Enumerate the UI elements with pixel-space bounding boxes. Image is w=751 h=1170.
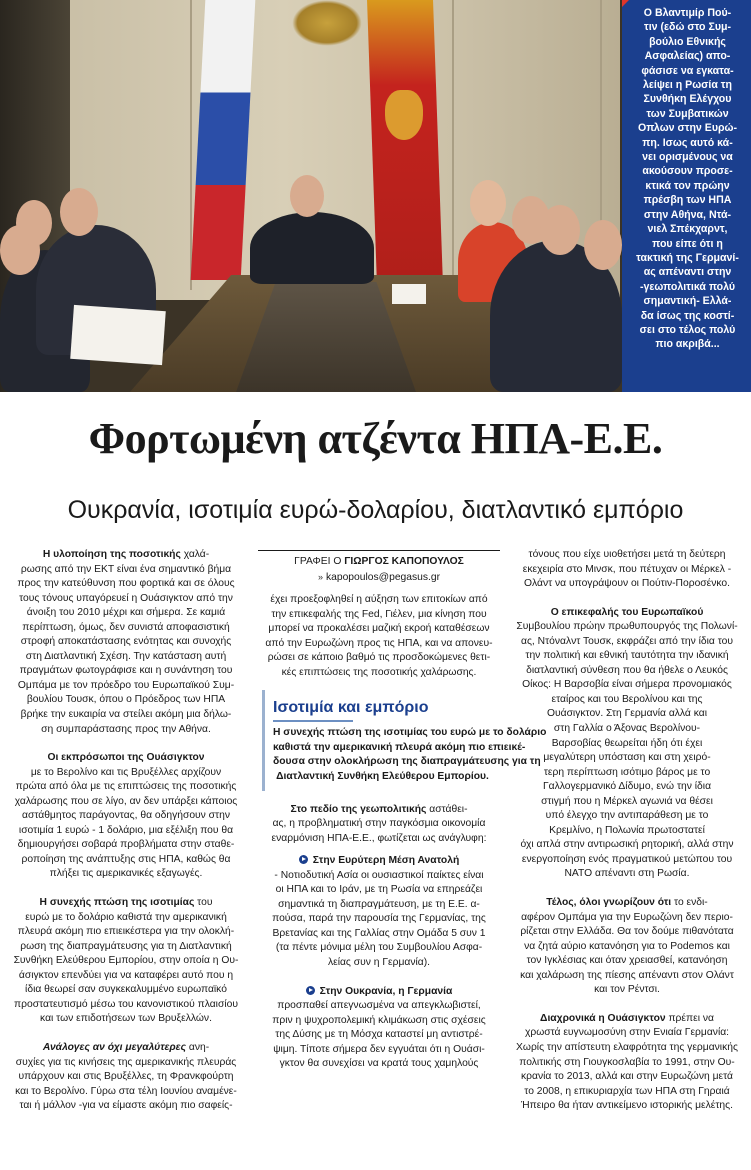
paragraph-line: (τα πέντε μόνιμα μέλη του Συμβουλίου Ασφα- [275,942,483,954]
author-email-text[interactable]: kapopoulos@pegasus.gr [325,571,441,583]
pull-quote-line: Διατλαντική Συνθήκη Ελεύθερου Εμπορίου. [276,771,489,783]
pull-quote-line: καθιστά την αμερικανική πλευρά ακόμη πιο επιεικέ- [273,741,526,753]
paragraph-line: οι ΗΠΑ και το Ιράν, με τη Ρωσία να επηρεάζει [275,884,483,896]
paragraph-line: Κρεμλίνο, η Πολωνία πρωτοστατεί [549,824,705,836]
paragraph-line: κές επιπτώσεις της ποσοτικής χαλάρωσης. [281,666,477,678]
paragraph-line: το 2008, η επικυριαρχία των ΗΠΑ στη Γηραιά [524,1085,730,1097]
paragraph-line: Ολάντ να υπογράψουν οι Πούτιν-Ποροσένκο. [523,578,731,590]
lead-in-rest: ανη- [186,1041,210,1053]
paragraph-line: ΝΑΤΟ απέναντι στη Ρωσία. [564,868,690,880]
paragraph-line: πολιτικής στη Γιουγκοσλαβία το 1991, στην Ου- [519,1056,735,1068]
caption-line: πιο ακριβά... [655,338,720,351]
paragraph-line: να ζητά αύριο κατανόηση για το Podemos και [524,940,730,952]
person-head [470,180,506,226]
pull-quote-box [262,690,547,790]
paragraph-line: ισοτιμία 1 ευρώ - 1 δολάριο, μια εξέλιξη που θα [18,824,234,836]
paragraph-line: την επικεφαλής της Fed, Γιέλεν, μια κίνηση που [271,608,487,620]
paragraph-line: Ουάσιγκτον. Στη Γερμανία αλλά και [546,708,707,720]
pull-quote-rule [273,720,353,722]
bullet-arrow-icon [299,855,308,864]
paragraph-2 [258,817,500,846]
caption-line: δα ίσως της κοστί- [640,309,735,322]
paragraph-4 [8,1056,244,1114]
paragraph-line: Ομπάμα με τον πρόεδρο του Ευρωπαϊκού Συμ- [17,679,235,691]
lead-in: Ο επικεφαλής του Ευρωπαϊκού [550,606,704,618]
person-center [250,212,374,284]
pull-quote-line: Η συνεχής πτώση της ισοτιμίας του ευρώ με το δολάριο [273,727,547,739]
paragraph-line: προς την κατεύθυνση που φορτικά και σε όλους [17,578,235,590]
lead-in: Οι εκπρόσωποι της Ουάσιγκτον [47,752,205,764]
paragraph-line: χρωστά ευγνωμοσύνη στην Ενιαία Γερμανία: [524,1027,730,1039]
paragraph-line: ενεργοποίηση ενός πραγματικού μετώπου του [521,853,733,865]
lead-in: Στην Ευρύτερη Μέση Ανατολή [312,855,460,867]
paragraph-1 [258,593,500,680]
paragraph-line: λείας συν η Γερμανία). [327,957,431,969]
paragraph-line: ρίζεται στην Ελλάδα. Θα τον δούμε πιθανότατα [520,926,734,938]
paragraph-line [8,1041,244,1056]
paragraph-gap [8,1027,244,1041]
paragraph-line: την πολιτική και εθνική ταυτότητα την ιδανική [525,650,729,662]
wall-panel [452,0,454,290]
paragraph-gap [510,882,744,896]
paragraph-line: πρώτα από όλα με τις επιπτώσεις της ποσοτικής [15,781,237,793]
paragraph-4 [510,1026,744,1113]
subheadline: Ουκρανία, ισοτιμία ευρώ-δολαρίου, διατλαντικό εμπόριο [67,496,684,524]
bullet-lead-in [258,854,500,869]
lead-in: Η υλοποίηση της ποσοτικής [42,549,181,560]
paragraph-line: στιγμή που η Μέρκελ αγωνιά να θέσει [541,795,713,807]
paragraph-line: Συμβουλίου πρώην πρωθυπουργός της Πολωνί- [516,621,738,633]
paragraph-3 [258,869,500,971]
lead-in: Ανάλογες αν όχι μεγαλύτερες [42,1041,187,1053]
coat-of-arms-icon [292,0,362,46]
lead-in: Η συνεχής πτώση της ισοτιμίας [39,897,195,909]
article-column-3 [510,548,744,1114]
caption-line: κτικά τον πρώην [645,179,730,192]
bullet-lead-in [258,985,500,1000]
caption-corner-marker [622,0,629,7]
paragraph-line: γκτον θα συνεχίσει να κρατά τους χαμηλούς [279,1058,479,1070]
paragraph-line: Χωρίς την απίστευτη ελαφρότητα της γερμανικής [516,1041,738,1053]
paragraph-line: περίπτωση, όμως, δεν συνιστά αποφασιστική [22,621,230,633]
paragraph-line: με το Βερολίνο και τις Βρυξέλλες αρχίζουν [30,766,222,778]
paragraph-3 [8,911,244,1027]
headline: Φορτωμένη ατζέντα ΗΠΑ-Ε.Ε. [88,414,663,463]
paragraph-line: κρανία το 2013, αλλά και στην Ευρωζώνη μετά [521,1071,733,1083]
caption-line: φάσισε να εγκατα- [641,64,734,77]
caption-line: ακούσουν προσε- [642,165,733,178]
paragraph-line: έχει προεξοφληθεί η αύξηση των επιτοκίων από [270,594,488,606]
paragraph-line: Συνθήκη Ελεύθερου Εμπορίου, στην οποία η Ου- [13,955,239,967]
bullet-arrow-icon [306,986,315,995]
caption-line: που είπε ότι η [652,237,723,250]
article-column-1 [8,548,244,1114]
lead-in: Τέλος, όλοι γνωρίζουν ότι [546,897,672,909]
person-head [60,188,98,236]
paragraph-line: - Νοτιοδυτική Ασία οι ουσιαστικοί παίκτες είναι [274,869,484,881]
lead-in-rest: το ενδι- [671,897,708,909]
paragraph-line: μεγαλύτερη υπόσταση και στη χειρό- [543,752,711,764]
paragraph-line: χαλάρωσης που σε λίγο, αν δεν υπάρξει κάποιος [14,795,238,807]
pull-quote-title: Ισοτιμία και εμπόριο [273,699,429,717]
paragraph-2 [510,620,744,882]
person-head [290,175,324,217]
article-column-2 [258,548,547,1072]
paragraph-line [258,803,500,818]
paragraph-1 [8,563,244,738]
byline-author: ΓΙΩΡΓΟΣ ΚΑΠΟΠΟΥΛΟΣ [344,556,464,567]
paragraph-line: ευρώ με το δολάριο καθιστά την αμερικανική [25,911,227,923]
paragraph-line: διατλαντική σύνθεση που θα ήθελε ο Λευκός [526,664,728,676]
caption-line: σημαντική- Ελλά- [643,295,732,308]
paragraph-line: υπάρχουν και στις Βρυξέλλες, τη Φρανκφούρτη [18,1071,234,1083]
caption-line: πη. Ισως αυτό κά- [642,136,733,149]
paragraph-gap [258,795,500,803]
byline-prefix: ΓΡΑΦΕΙ Ο [294,556,342,567]
paragraph-line: ροποίηση της ανάπτυξης στις ΗΠΑ, καθώς θα [21,853,231,865]
paragraph-line: σημαντικά τη διαπραγμάτευση, με τη Ε.Ε. α- [278,898,480,910]
paragraph-gap [8,737,244,751]
paragraph-line: βουλίου Τουσκ, όπου ο Πρόεδρος των ΗΠΑ [26,694,226,706]
paragraph-line: ρώσει σε κάποιο βαθμό τις προσδοκώμενες θετι- [267,652,491,664]
lead-in-rest: αστάθει- [426,803,468,815]
paragraph-line: αφέρον Ομπάμα για την Ευρωζώνη δεν περιο- [521,911,733,923]
paragraph-line: όχι απλά στην αντιρωσική ρητορική, αλλά στην [520,839,734,851]
pull-quote-text [273,726,547,784]
paragraph-line: πριν η ψυχροπολεμική κλιμάκωση στις σχέσεις [272,1014,486,1026]
paragraph-line: πλήξει τις αμερικανικές εξαγωγές. [49,868,203,880]
paragraph-gap [258,585,500,593]
paragraph-line: τον Ιγκλέσιας και όταν χρειασθεί, κατανόηση [526,955,728,967]
paragraph-line: δημιουργήσει σοβαρά προβλήματα στην σταθε- [17,839,235,851]
photo-security-council [0,0,622,392]
paragraph-line [510,1012,744,1027]
paragraph-gap [510,592,744,606]
paragraph-line: προστατευτισμό μέσω του κανονιστικού πλαισίου [14,998,238,1010]
double-chevron-icon: » [317,571,323,582]
paragraph-line: αστάθμητος παράγοντας, θα οδηγήσουν στην [22,810,230,822]
paragraph-2 [8,766,244,882]
caption-line: βούλιο Εθνικής [649,35,726,48]
paragraph-line: ψιμη. Τίποτε σήμερα δεν εγγυάται ότι η Ουάσι- [273,1043,485,1055]
paragraph-line: στη Γαλλία ο Άξονας Βερολίνου- [553,723,701,735]
paragraph-1 [510,548,744,592]
lead-in-rest: του [194,897,213,909]
pull-quote-line: δουσα στην ολοκλήρωση της διαπραγμάτευσης για τη [273,756,541,768]
paragraph-line: Γαλλογερμανικό Δίδυμο, ενώ την ίδια [542,781,712,793]
paragraph-line [8,896,244,911]
paragraph-4 [258,999,500,1072]
paragraph-gap [258,971,500,985]
paragraph-line: στη Διατλαντική Σχέση. Την κατάσταση αυτή [25,650,227,662]
paragraph-line: προσπαθεί απεγνωσμένα να απεγκλωβιστεί, [277,1000,481,1012]
byline [258,555,500,570]
paragraph-line: πραγμάτων φωτογράφισε και η συνάντηση του [19,665,233,677]
paragraph-line: ας, Ντόναλντ Τουσκ, εκφράζει από την ίδια του [521,635,733,647]
paragraph-line: στροφή αποκατάστασης ενότητας και συνοχής [20,636,232,648]
paragraph-line: ση συμπαράστασης προς την Αθήνα. [41,723,211,735]
caption-line: λείψει η Ρωσία τη [642,79,733,92]
paragraph-line: εκεχειρία στο Μινσκ, που πέτυχαν οι Μέρκελ - [522,563,732,575]
caption-line: των Συμβατικών [646,107,729,120]
caption-line: νει ορισμένους να [642,151,733,164]
caption-line: πρέσβη των ΗΠΑ [643,194,732,207]
caption-line: Οπλων στην Ευρώ- [637,122,738,135]
lead-in: Στο πεδίο της γεωπολιτικής [290,803,427,815]
caption-line: ας απέναντι στην [643,266,732,279]
paragraph-gap [510,998,744,1012]
presidential-standard [367,0,443,285]
paragraph-line: και των επιδοτήσεων των Βρυξελλών. [40,1013,212,1025]
paragraph-line: βρήκε την ευκαιρία να στείλει ακόμη μια δήλω- [20,709,232,721]
paragraph-line: Βρετανίας και της Γαλλίας στην Ομάδα 5 συν 1 [272,927,486,939]
paragraph-line: ίδια θεωρεί σαν συγκεκαλυμμένο ευρωπαϊκό [25,984,227,996]
paragraph-line: τόνους που είχε υιοθετήσει μετά τη δεύτερη [528,549,726,560]
paragraph-line [8,548,244,563]
paragraph-3 [510,911,744,998]
paragraph-line: ρωση της διαπραγμάτευσης για τη Διατλαντική [20,940,232,952]
paragraph-gap [8,882,244,896]
paragraph-line: και τον Ρέντσι. [594,984,660,996]
caption-line: Ο Βλαντιμίρ Πού- [643,7,732,19]
paragraph-line: από την Ευρωζώνη προς τις ΗΠΑ, και να απονευ- [265,637,493,649]
paragraph-line: υπό έλεγχο την αντιπαράθεση με το [545,810,709,822]
paragraph-line: άνοιξη του 2010 μέχρι και σήμερα. Σε καμιά [26,607,226,619]
lead-in-rest: χαλά- [180,549,210,560]
photo-caption [622,0,751,392]
paragraph-line: Οίκος: Η Βαρσοβία είναι σήμερα προνομιακός [522,679,732,691]
caption-line: Ασφαλείας) απο- [644,50,731,63]
lead-in: Διαχρονικά η Ουάσιγκτον [540,1012,666,1024]
document-paper [392,284,426,304]
paragraph-line: εταίρος και του Βερολίνου και της [551,693,703,705]
person-head [16,200,52,246]
paragraph-line: ται ή μάλλον -για να είμαστε ακόμη πιο σαφείς- [19,1100,233,1112]
paragraph-line: και χαλάρωση της πίεσης απέναντι στον Ολάντ [520,969,734,981]
lead-in: Στην Ουκρανία, η Γερμανία [319,985,453,997]
author-email[interactable] [258,570,500,586]
paragraph-line: Ήπειρο θα ήταν αντικείμενο ιστορικής μελέτης. [521,1100,733,1112]
caption-line: Συνθήκη Ελέγχου [643,93,732,106]
paragraph-line: πλευρά ακόμη πιο επιεικέστερα για την ολοκλή- [17,926,235,938]
paragraph-line: μπορεί να προκαλέσει μαζική εκροή καταθέσεων [268,623,490,635]
paragraph-line: Βαρσοβίας θεωρείται ήδη ότι έχει [551,737,703,749]
caption-line: στην Αθήνα, Ντά- [643,208,732,221]
paragraph-line [510,896,744,911]
paragraph-line: άσιγκτον επενδύει για να καταφέρει αυτό που η [18,969,234,981]
caption-line: τιν (εδώ στο Συμ- [643,21,731,34]
paragraph-line: συχίες για τις κινήσεις της αμερικανικής πλευράς [15,1056,237,1068]
lead-in-rest: πρέπει να [665,1012,714,1024]
paragraph-line: πούσα, παρά την παρουσία της Γερμανίας, της [272,913,486,925]
paragraph-line: και το Βερολίνο. Γύρω στα τέλη Ιουνίου αναμένε- [15,1085,237,1097]
paragraph-line: εναρμόνιση ΗΠΑ-Ε.Ε., φωτίζεται ως ανάγλυφη: [271,832,487,844]
paragraph-line: της Δύσης με τη Μόσχα καταστεί μη αντιστρέ- [275,1029,483,1041]
paragraph-line: τους τόνους υπαγόρευεί η Ουάσιγκτον από την [19,592,233,604]
paragraph-line: ρωσης από την ΕΚΤ είναι ένα σημαντικό βήμα [20,563,232,575]
person-head [540,205,580,255]
caption-line: τακτική της Γερμανί- [636,251,739,264]
paragraph-line: ας, η προβληματική στην παγκόσμια οικονομία [272,818,486,830]
caption-line: σει στο τέλος πολύ [639,323,736,336]
paragraph-line: τερη περίπτωση ισότιμο βάρος με το [543,766,711,778]
caption-line: -γεωπολιτικά πολύ [639,280,736,293]
standard-emblem-icon [385,90,423,140]
paragraph-gap [258,846,500,854]
document-paper [70,305,166,365]
caption-line: νιελ Σπέκχαρντ, [647,223,728,236]
person-head [584,220,622,270]
